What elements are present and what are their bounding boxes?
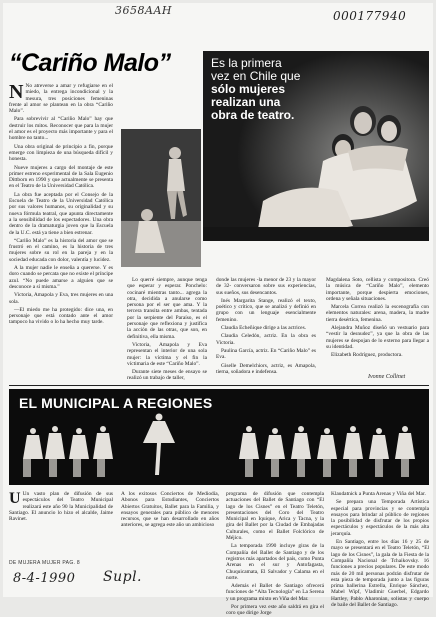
col2-para-2: Victoria, Amapola y Eva representan el interior de una sola mujer: la víctima y el fin la víctimaria de este “Cariño Malo”.	[127, 341, 207, 367]
newspaper-clipping	[3, 3, 433, 617]
col1-para-2: Para sobrevivir al “Cariño Malo” hay que destruir los mitos. Reconocer que para la mujer el amor es el proyecto más importante y para el hombre no tanto...	[9, 116, 113, 142]
page-footer: DE MUJERA MUJER PAG. 8	[9, 560, 80, 566]
col1-para-1: No atreverse a amar y refugiarse en el miedo, la entrega incondicional y la mesura, tres posiciones femeninas frente al amor se plantean en la obra “Cariño Malo”.	[9, 83, 113, 115]
actresses-photo	[203, 51, 429, 241]
article1-byline: Ivonne Collinet	[368, 374, 406, 380]
article1-column-2	[127, 277, 207, 381]
a2-col1-para-1: Un vasto plan de difusión de sus espectáculos del Teatro Municipal realizará este año 90 la Municipalidad de Santiago. El anuncio lo hizo el alcalde, Jaime Ravinet.	[9, 491, 113, 523]
article2-column-2	[121, 491, 219, 563]
caption-line-3: sólo mujeres	[211, 82, 286, 96]
col3-para-3: Claudia Echeñique dirige a las actrices.	[221, 325, 307, 332]
col1-para-3: Una obra original de principio a fin, porque emerge con limpieza de una búsqueda difícil y honesta.	[9, 143, 113, 163]
performer-photo-image	[121, 129, 201, 267]
caption-line-4: realizan una	[211, 95, 281, 109]
col4-para-4: Elizabeth Rodríguez, productora.	[331, 352, 403, 359]
handwritten-number: 000177940	[333, 9, 407, 23]
col3-para-2: Inés Margarita Stange, realizó el texto, poético y crítico, que se analizó y definió en grupo con un lenguaje esencialmente femenino.	[216, 297, 316, 323]
article-title: “Cariño Malo”	[9, 49, 171, 77]
a2-col2-para-1: A los exitosos Conciertos de Mediodía, Abonos para Estudiantes, Conciertos Abiertos Gratuitos, Ballet para la Familia, y ensayos generales para público de menores recursos, que se han desarrollado en años anteriores, se agrega este año un ambicioso	[121, 491, 219, 529]
col1-para-5: La obra fue aceptada por el Consejo de la Escuela de Teatro de la Universidad Católica por sus valores humanos, su originalidad y su nueva fórmula teatral, que apunta directamente a la sensibilidad de los espectadores. Una obra dentro de la dramaturgia joven que la Escuela de la U.C. está ya tiene a bien estrenar.	[9, 191, 113, 236]
handwritten-code: 3658AAH	[115, 4, 172, 17]
performer-photo	[121, 129, 201, 267]
col2-para-1: Lo querré siempre, aunque tenga que esperar y esperar. Ponchelo: cocinaré mientras tanto... agrega la otra, decidida a anularse como persona por el ser que ama. Y la tercera transita entre ambas, tentada por la serpiente del Paraíso, es el personaje que reflexiona y justifica la acción de las otras, que son, en definitiva, ella misma.	[127, 277, 207, 340]
handwritten-note: Supl.	[103, 569, 142, 585]
article1-column-1: N No atreverse a amar y refugiarse en el miedo, la entrega incondicional y la mesura, tres posiciones femeninas frente al amor se plantean en la obra “Cariño Malo”. Para sobrevivir al “Cariño Malo” hay que destruir los mitos. Reconocer que para la mujer el amor es el proyecto más importante y para el hombre no tanto... Una obra original de principio a fin, porque emerge con limpieza de una búsqueda difícil y honesta. Nueve mujeres a cargo del montaje de este primer estreno experimental de la Sala Eugenio Dittborn en 1990 y que actualmente se presenta en el Teatro de la Universidad Católica. La obra fue aceptada por el Consejo de la Escuela de Teatro de la Universidad Católica por sus valores humanos, su originalidad y su nueva fórmula teatral, que apunta directamente a la sensibilidad de los espectadores. Una obra dentro de la dramaturgia joven que la Escuela de la U.C. está ya tiene a bien estrenar. “Cariño Malo” es la historia del amor que se frustró en el camino, es la historia de tres mujeres sobre su rol en la pareja y en la sociedad educada con dolor, valentía y lucidez. A la mujer nadie le enseña a quererse. Y es doro cuando se percata que no existe el príncipe azul. “No puede amarse a alguien que se desconoce a sí misma.” Victoria, Amapola y Eva, tres mujeres en una sola. —El miedo me ha protegido: dice una, en personaje que está contado ante el amor tampoco ha vivido o lo ha hecho muy tarde.	[9, 81, 113, 326]
col1-para-7: A la mujer nadie le enseña a quererse. Y es doro cuando se percata que no existe el príncipe azul. “No puede amarse a alguien que se desconoce a sí misma.”	[9, 265, 113, 290]
caption-line-1: Es la primera	[211, 56, 282, 70]
section-divider	[9, 385, 429, 386]
a2-col4-para-3: En Santiago, entre los días 16 y 25 de mayo se presentará en el Teatro Teletón, “El lago de los Cisnes”, la gala de la Fiesta de la Compañía Nacional de Tchaikovsky. 16 funciones a precios populares. De este modo más de 20 mil personas podrán disfrutar de esta pieza de temporada junto a las figuras prima ballerina Estrella, Enrique Sánchez, Mabel Wipf, Vladimir Guerbel, Edgardo Hartley, Pablo Aharonian, solistas y cuerpo de baile del Ballet de Santiago.	[331, 539, 429, 609]
col4-para-2: Marcela Correa realizó la escenografía con elementos naturales: arena, madera, la madre tierra desértica, femenina.	[326, 304, 429, 323]
col3-para-6: Giselle Demelchiors, actriz, es Amapola, tierna, soñadora e indefensa.	[216, 362, 316, 375]
caption-line-5: obra de teatro.	[211, 108, 295, 122]
col4-para-1: Magdalena Soto, cellista y compositora. Creó la música de “Cariño Malo”, elemento importante, porque despierta emociones, ordena y señala situaciones.	[326, 277, 429, 302]
col3-para-5: Paulina García, actriz. En “Cariño Malo” es Eva.	[216, 347, 316, 361]
article1-column-3	[216, 277, 316, 381]
col3-para-4: Claudia Celedón, actriz. En la obra es Victoria.	[216, 333, 316, 346]
article2-column-4	[331, 491, 429, 609]
a2-col3-para-3: Además el Ballet de Santiago ofrecerá funciones de “Alta Tecnología” en La Serena y un programa mixto en Viña del Mar.	[226, 583, 324, 602]
col1-para-8: Victoria, Amapola y Eva, tres mujeres en una sola.	[9, 292, 113, 305]
article2-column-3	[226, 491, 324, 617]
col1-para-4: Nueve mujeres a cargo del montaje de este primer estreno experimental de la Sala Eugenio Dittborn en 1990 y que actualmente se presenta en el Teatro de la Universidad Católica.	[9, 164, 113, 190]
a2-col4-para-2: Se prepara una Temporada Artística especial para provincias y se contempla ensayos para brindar al público de regiones la posibilidad de disfrutar de los propios espectáculos y espectáculos de la más alta jerarquía.	[331, 499, 429, 537]
caption-line-2: vez en Chile que	[211, 69, 301, 83]
col2-para-3: Durante siete meses de ensayo se realizó un trabajo de taller,	[127, 369, 207, 382]
a2-col3-para-2: La temporada 1990 incluye giras de la Compañía del Ballet de Santiago y de los registros más apartados del país, como Punta Arenas en el sur y Antofagasta, Chuquicamata, El Salvador y Calama en el norte.	[226, 543, 324, 581]
handwritten-date: 8-4-1990	[13, 571, 76, 586]
article2-column-1: U Un vasto plan de difusión de sus espectáculos del Teatro Municipal realizará este año 90 la Municipalidad de Santiago. El anuncio lo hizo el alcalde, Jaime Ravinet.	[9, 490, 113, 523]
photo-caption	[211, 57, 300, 122]
a2-col3-para-1: programa de difusión que contempla actuaciones del Ballet de Santiago con “El lago de los Cisnes” en el Teatro Teletón, presentaciones del Coro del Teatro Municipal en Iquique, Arica y Tacna, y la gira del Ballet por la Ciudad de Embajadas Culturales, como el Ballet Folclórico de Méjico.	[226, 491, 324, 542]
a2-col4-para-1: Klaudatnick a Punta Arenas y Viña del Mar.	[331, 491, 426, 497]
col1-para-9: —El miedo me ha protegido: dice una, en personaje que está contado ante el amor tampoco ha vivido o lo ha hecho muy tarde.	[9, 306, 113, 326]
article1-column-4	[326, 277, 429, 371]
ballet-banner	[9, 389, 429, 485]
col3-para-1: donde las mujeres -la menor de 23 y la mayor de 32- conversaron sobre sus experiencias, sus sueños, sus desencantos.	[216, 277, 316, 296]
article2-title: EL MUNICIPAL A REGIONES	[19, 395, 213, 411]
col4-para-3: Alejandra Muñoz diseñó un vestuario para “vestir la desnudez”, ya que la obra de las mujeres se despojan de lo externo para llegar a su identidad.	[326, 325, 429, 350]
col1-para-6: “Cariño Malo” es la historia del amor que se frustró en el camino, es la historia de tres mujeres sobre su rol en la pareja y en la sociedad educada con dolor, valentía y lucidez.	[9, 237, 113, 263]
a2-col3-para-4: Por primera vez este año saldrá en gira el coro que dirige Jorge	[226, 604, 324, 617]
